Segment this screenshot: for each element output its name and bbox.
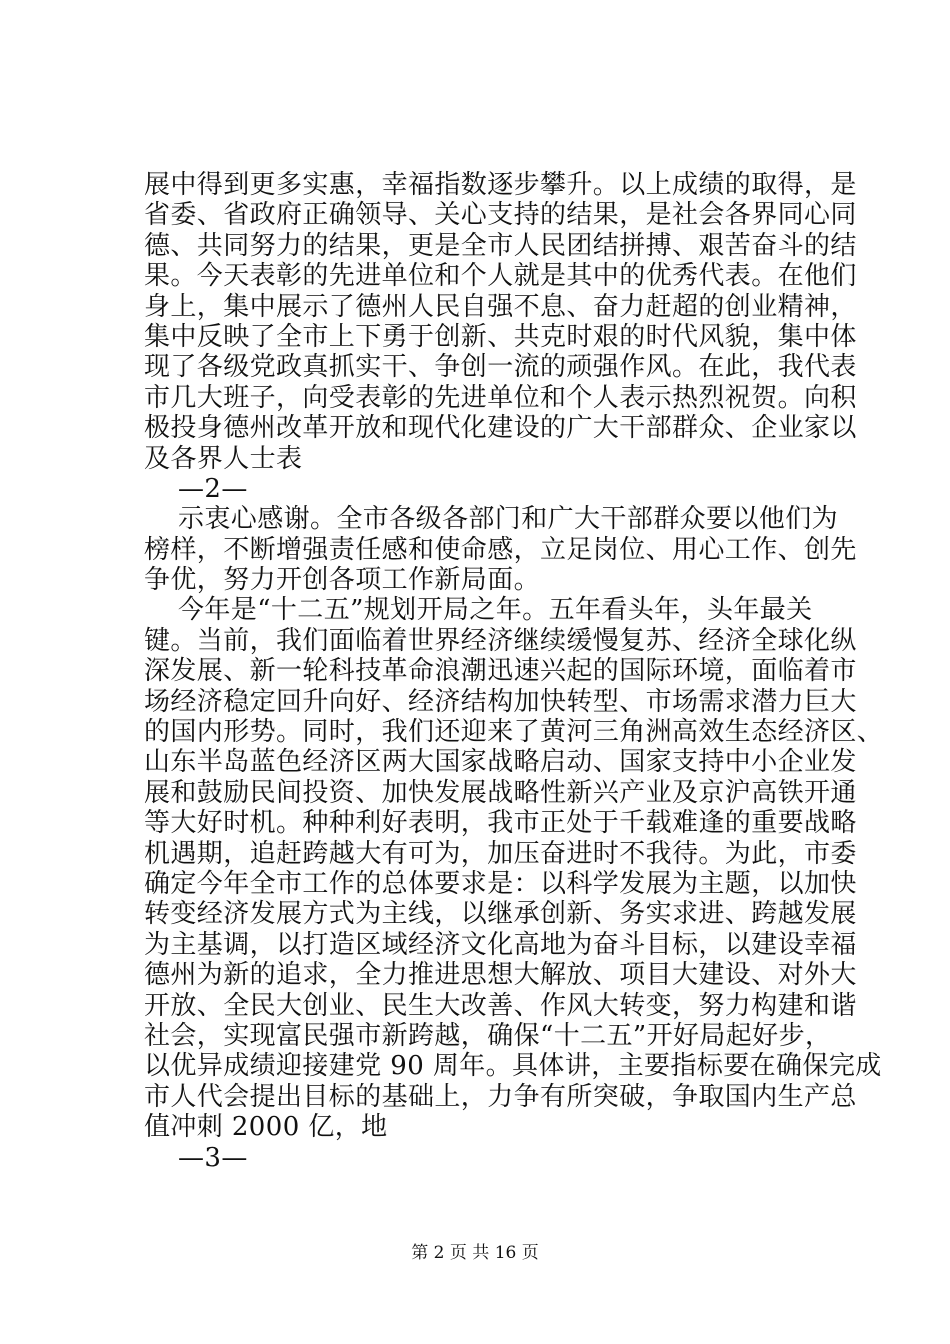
text-line: 德、共同努力的结果，更是全市人民团结拼搏、艰苦奋斗的结 [144,230,857,261]
text-line: 转变经济发展方式为主线，以继承创新、务实求进、跨越发展 [144,899,857,930]
text-line: 争优，努力开创各项工作新局面。 [144,565,541,596]
text-line: 榜样，不断增强责任感和使命感，立足岗位、用心工作、创先 [144,534,857,565]
text-line: 省委、省政府正确领导、关心支持的结果，是社会各界同心同 [144,200,857,231]
text-line: 社会，实现富民强市新跨越，确保“十二五”开好局起好步， [144,1020,832,1051]
text-line: 及各界人士表 [144,443,303,474]
text-line: 展和鼓励民间投资、加快发展战略性新兴产业及京沪高铁开通 [144,777,857,808]
text-line: 现了各级党政真抓实干、争创一流的顽强作风。在此，我代表 [144,352,857,383]
text-line: 以优异成绩迎接建党 90 周年。具体讲，主要指标要在确保完成 [144,1051,882,1082]
text-line: 极投身德州改革开放和现代化建设的广大干部群众、企业家以 [144,413,857,444]
text-line: 果。今天表彰的先进单位和个人就是其中的优秀代表。在他们 [144,261,857,292]
text-line: 场经济稳定回升向好、经济结构加快转型、市场需求潜力巨大 [144,686,857,717]
page-footer [0,1242,950,1264]
text-line: 身上，集中展示了德州人民自强不息、奋力赶超的创业精神， [144,291,857,322]
document-body [144,170,884,1173]
text-line: 确定今年全市工作的总体要求是：以科学发展为主题，以加快 [144,868,857,899]
text-line: 的国内形势。同时，我们还迎来了黄河三角洲高效生态经济区、 [144,717,884,748]
text-line: 山东半岛蓝色经济区两大国家战略启动、国家支持中小企业发 [144,747,857,778]
text-line: 深发展、新一轮科技革命浪潮迅速兴起的国际环境，面临着市 [144,656,857,687]
inline-page-number: —3— [178,1142,248,1173]
text-line: 示衷心感谢。全市各级各部门和广大干部群众要以他们为 [178,504,839,535]
text-line: 机遇期，追赶跨越大有可为，加压奋进时不我待。为此，市委 [144,838,857,869]
text-line: 今年是“十二五”规划开局之年。五年看头年，头年最关 [178,595,813,626]
text-line: 等大好时机。种种利好表明，我市正处于千载难逢的重要战略 [144,808,857,839]
inline-page-number: —2— [178,473,248,504]
text-line: 键。当前，我们面临着世界经济继续缓慢复苏、经济全球化纵 [144,625,857,656]
text-line: 市人代会提出目标的基础上，力争有所突破，争取国内生产总 [144,1081,857,1112]
text-line: 市几大班子，向受表彰的先进单位和个人表示热烈祝贺。向积 [144,382,857,413]
page-counter: 第 2 页 共 16 页 [411,1243,539,1263]
text-line: 为主基调，以打造区域经济文化高地为奋斗目标，以建设幸福 [144,929,857,960]
text-line: 展中得到更多实惠，幸福指数逐步攀升。以上成绩的取得，是 [144,170,857,200]
text-line: 德州为新的追求，全力推进思想大解放、项目大建设、对外大 [144,960,857,991]
text-line: 值冲刺 2000 亿，地 [144,1112,388,1143]
text-line: 集中反映了全市上下勇于创新、共克时艰的时代风貌，集中体 [144,321,857,352]
text-line: 开放、全民大创业、民生大改善、作风大转变，努力构建和谐 [144,990,857,1021]
